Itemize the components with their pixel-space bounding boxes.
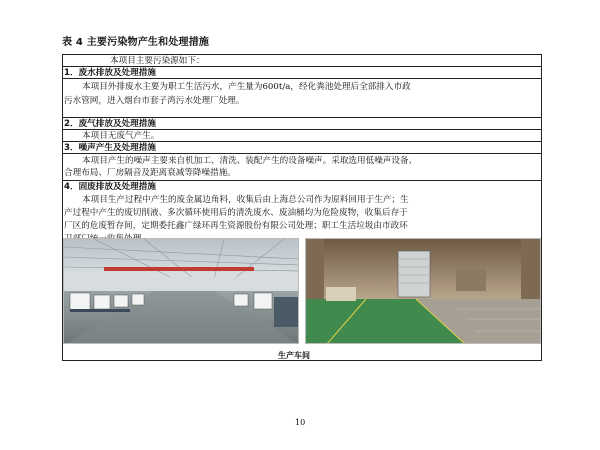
section-heading-noise: 3．噪声产生及处理措施	[64, 143, 156, 153]
page-number: 10	[295, 418, 306, 427]
photo-caption: 生产车间	[278, 351, 310, 360]
section-text: 本项目产生的噪声主要来自机加工、清洗、装配产生的设备噪声。采取选用低噪声设备、	[82, 156, 418, 166]
workshop-photo-left	[63, 238, 299, 344]
section-text: 本项目外排废水主要为职工生活污水，产生量为600t/a，经化粪池处理后全部排入市政	[82, 82, 411, 92]
workshop-photo-right	[305, 238, 541, 344]
section-text: 厂区的危废暂存间，定期委托鑫广绿环再生资源股份有限公司处理；职工生活垃圾由市政环	[64, 221, 408, 231]
section-text: 污水管网，进入烟台市套子湾污水处理厂处理。	[64, 96, 245, 106]
section-text: 合理布局、厂房隔音及距离衰减等降噪措施。	[64, 168, 236, 178]
table-title: 表 4 主要污染物产生和处理措施	[62, 37, 210, 48]
intro-text: 本项目主要污染源如下：	[110, 56, 205, 66]
section-text: 本项目生产过程中产生的废金属边角料，收集后由上海总公司作为原料回用于生产；生	[82, 195, 409, 205]
section-heading-wastewater: 1．废水排放及处理措施	[64, 68, 156, 78]
section-heading-solid-waste: 4．固废排放及处理措施	[64, 182, 156, 192]
section-heading-exhaust: 2．废气排放及处理措施	[64, 119, 156, 129]
section-text: 本项目无废气产生。	[82, 131, 160, 141]
section-text: 产过程中产生的废切削液、多次循环使用后的清洗废水、废油桶均为危险废物，收集后存于	[64, 208, 408, 218]
